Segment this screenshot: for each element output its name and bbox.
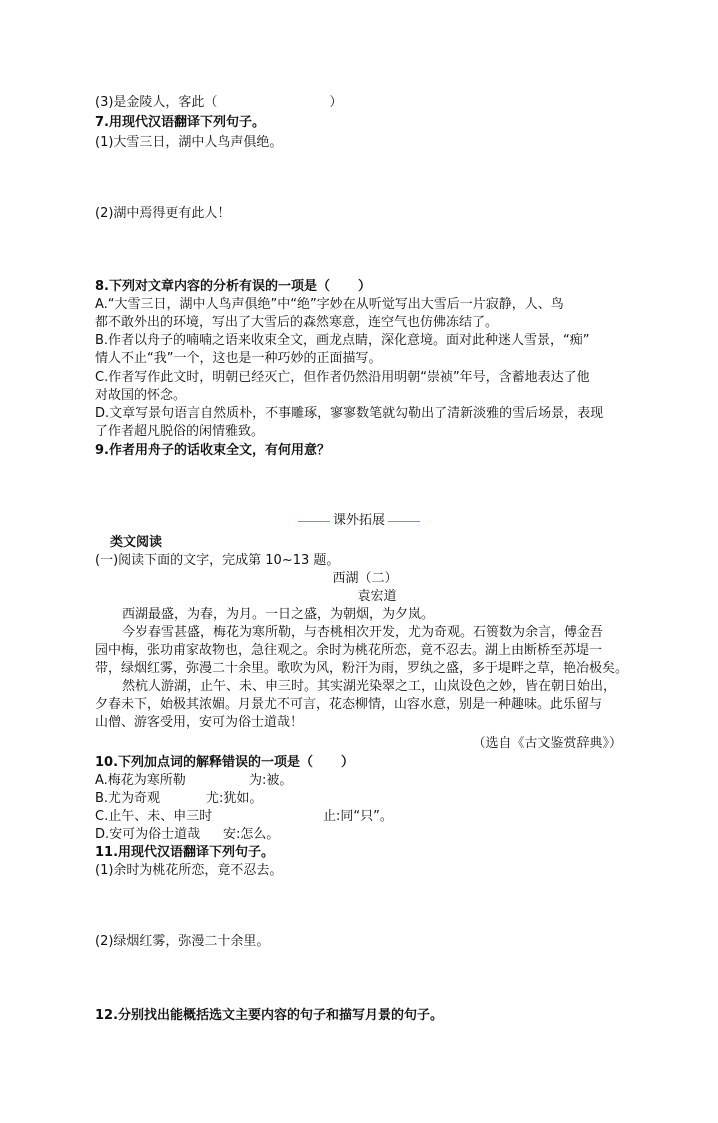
passage-p3-line3: 山僧、游客受用，安可为俗士道哉！ [95,715,304,730]
passage-p3-line1: 然杭人游湖，止午、未、申三时。其实湖光染翠之工，山岚设色之妙，皆在朝日始出， [122,679,617,694]
passage-p2-line1: 今岁春雪甚盛，梅花为寒所勒，与杏桃相次开发，尤为奇观。石篑数为余言，傅金吾 [122,625,604,640]
q11-sentence-1: (1)余时为桃花所恋，竟不忍去。 [95,863,283,878]
poem-author: 袁宏道 [357,589,397,604]
q7-sentence-2: (2)湖中焉得更有此人！ [95,206,231,221]
reading-label: 类文阅读 [110,535,163,550]
q7-sentence-1: (1)大雪三日，湖中人鸟声俱绝。 [95,135,283,150]
q6-item3: (3)是金陵人，客此（ ） [95,95,343,110]
section-header [0,512,718,530]
q8-option-a-line1: A.“大雪三日，湖中人鸟声俱绝”中“绝”字妙在从听觉写出大雪后一片寂静，人、鸟 [95,297,564,312]
poem-title: 西湖（二） [332,571,398,586]
q10-option-c-gloss: 止:同“只”。 [323,809,393,824]
section-rule-right [388,521,420,522]
q8-option-d-line1: D.文章写景句语言自然质朴，不事雕琢，寥寥数笔就勾勒出了清新淡雅的雪后场景，表现 [95,406,604,421]
q11-title: 11.用现代汉语翻译下列句子。 [95,845,275,860]
q10-option-a: A.梅花为寒所勒 [95,773,186,788]
q10-option-d: D.安可为俗士道哉 [95,827,201,842]
passage-p3-line2: 夕春未下，始极其浓媚。月景尤不可言，花态柳情，山容水意，别是一种趣味。此乐留与 [95,697,603,712]
q10-option-b-gloss: 尤:犹如。 [206,791,263,806]
q8-option-d-line2: 了作者超凡脱俗的闲情雅致。 [95,424,265,439]
q8-option-b-line1: B.作者以舟子的喃喃之语来收束全文，画龙点睛，深化意境。面对此种迷人雪景，“痴” [95,333,590,348]
section-rule-left [298,521,330,522]
q10-option-a-gloss: 为:被。 [249,773,293,788]
q12-title: 12.分别找出能概括选文主要内容的句子和描写月景的句子。 [95,1008,444,1023]
q8-title: 8.下列对文章内容的分析有误的一项是（ ） [95,279,371,294]
q7-title: 7.用现代汉语翻译下列句子。 [95,115,265,130]
q10-option-d-gloss: 安:怎么。 [223,827,280,842]
q8-option-c-line2: 对故国的怀念。 [95,388,187,403]
passage-source: （选自《古文鉴赏辞典》） [472,736,622,751]
q8-option-b-line2: 情人不止“我”一个，这也是一种巧妙的正面描写。 [95,351,382,366]
reading-instruction: (一)阅读下面的文字，完成第 10~13 题。 [95,553,340,568]
q10-title: 10.下列加点词的解释错误的一项是（ ） [95,755,355,770]
q8-option-c-line1: C.作者写作此文时，明朝已经灭亡，但作者仍然沿用明朝“崇祯”年号，含蓄地表达了他 [95,370,590,385]
q11-sentence-2: (2)绿烟红雾，弥漫二十余里。 [95,934,270,949]
q8-option-a-line2: 都不敢外出的环境，写出了大雪后的森然寒意，连空气也仿佛冻结了。 [95,315,499,330]
passage-p1: 西湖最盛，为春，为月。一日之盛，为朝烟，为夕岚。 [122,607,435,622]
passage-p2-line3: 带，绿烟红雾，弥漫二十余里。歌吹为风，粉汗为雨，罗纨之盛，多于堤畔之草，艳冶极矣。 [95,661,629,676]
section-title: 课外拓展 [332,513,385,528]
passage-p2-line2: 园中梅，张功甫家故物也，急往观之。余时为桃花所恋，竟不忍去。湖上由断桥至苏堤一 [95,643,603,658]
q10-option-b: B.尤为奇观 [95,791,161,806]
q10-option-c: C.止午、未、申三时 [95,809,213,824]
q9-title: 9.作者用舟子的话收束全文，有何用意？ [95,443,330,458]
